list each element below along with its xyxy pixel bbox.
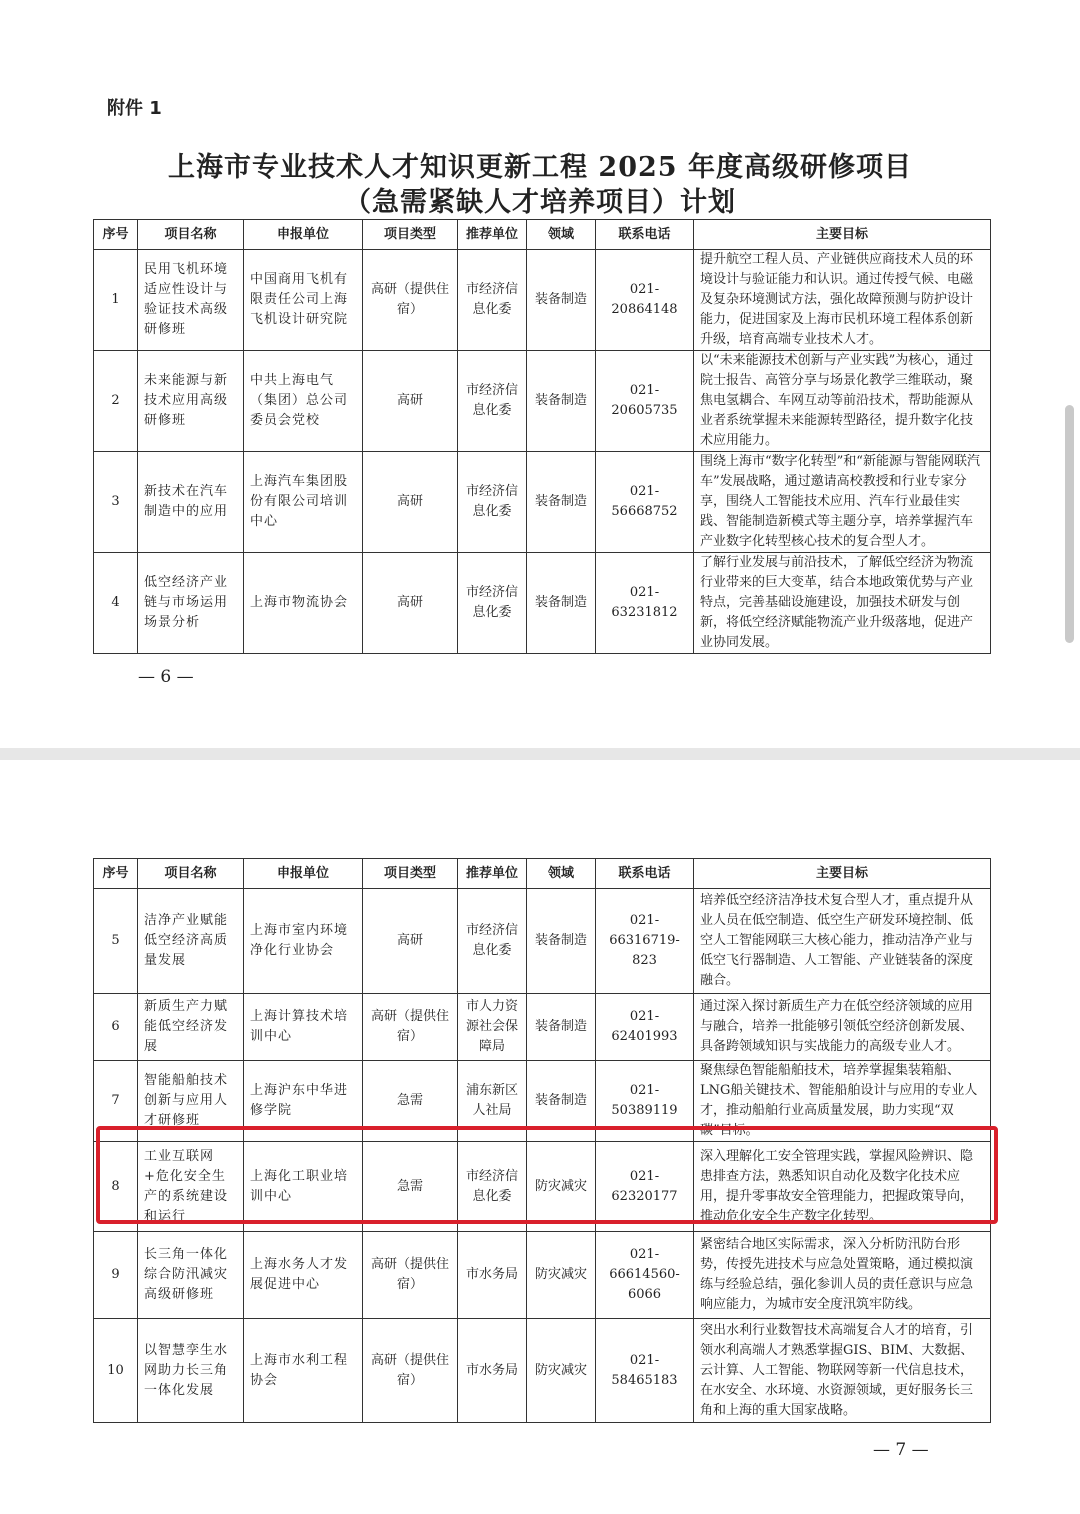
table-row <box>94 351 991 452</box>
applicant-unit-cell: 上海汽车集团股份有限公司培训中心 <box>244 452 363 553</box>
column-header: 项目名称 <box>138 220 244 250</box>
contact-phone-cell: 021-50389119 <box>596 1061 694 1142</box>
project-name-cell: 长三角一体化综合防汛减灾高级研修班 <box>138 1232 244 1319</box>
contact-phone-cell: 021-62320177 <box>596 1142 694 1232</box>
project-name-cell: 智能船舶技术创新与应用人才研修班 <box>138 1061 244 1142</box>
main-goal-cell: 紧密结合地区实际需求，深入分析防汛防台形势，传授先进技术与应急处置策略，通过模拟演练与经验总结，强化参训人员的责任意识与应急响应能力，为城市安全度汛筑牢防线。 <box>694 1232 991 1319</box>
column-header: 推荐单位 <box>458 859 527 889</box>
attachment-label: 附件 1 <box>107 98 162 119</box>
column-header: 项目类型 <box>363 220 458 250</box>
row-number-cell: 4 <box>94 553 138 654</box>
project-name-cell: 新技术在汽车制造中的应用 <box>138 452 244 553</box>
main-goal-cell: 提升航空工程人员、产业链供应商技术人员的环境设计与验证能力和认识。通过传授气候、电磁及复杂环境测试方法，强化故障预测与防护设计能力，促进国家及上海市民机环境工程体系创新升级，培育高端专业技术人才。 <box>694 250 991 351</box>
applicant-unit-cell: 上海化工职业培训中心 <box>244 1142 363 1232</box>
field-cell: 装备制造 <box>527 250 596 351</box>
recommending-unit-cell: 市经济信息化委 <box>458 1142 527 1232</box>
row-number-cell: 6 <box>94 994 138 1061</box>
row-number-cell: 7 <box>94 1061 138 1142</box>
column-header: 项目类型 <box>363 859 458 889</box>
project-name-cell: 洁净产业赋能低空经济高质量发展 <box>138 889 244 994</box>
main-goal-cell: 围绕上海市“数字化转型”和“新能源与智能网联汽车”发展战略，通过邀请高校教授和行业专家分享，围绕人工智能技术应用、汽车行业最佳实践、智能制造新模式等主题分享，培养掌握汽车产业数字化转型核心技术的复合型人才。 <box>694 452 991 553</box>
applicant-unit-cell: 上海市物流协会 <box>244 553 363 654</box>
main-goal-cell: 通过深入探讨新质生产力在低空经济领域的应用与融合，培养一批能够引领低空经济创新发展、具备跨领域知识与实战能力的高级专业人才。 <box>694 994 991 1061</box>
column-header: 联系电话 <box>596 220 694 250</box>
field-cell: 防灾减灾 <box>527 1319 596 1423</box>
field-cell: 装备制造 <box>527 452 596 553</box>
column-header: 主要目标 <box>694 220 991 250</box>
applicant-unit-cell: 上海计算技术培训中心 <box>244 994 363 1061</box>
project-type-cell: 高研（提供住宿） <box>363 1319 458 1423</box>
recommending-unit-cell: 市经济信息化委 <box>458 351 527 452</box>
column-header: 序号 <box>94 220 138 250</box>
applicant-unit-cell: 中共上海电气（集团）总公司委员会党校 <box>244 351 363 452</box>
row-number-cell: 3 <box>94 452 138 553</box>
project-type-cell: 高研 <box>363 889 458 994</box>
column-header: 主要目标 <box>694 859 991 889</box>
project-type-cell: 高研 <box>363 553 458 654</box>
project-type-cell: 高研（提供住宿） <box>363 994 458 1061</box>
main-goal-cell: 了解行业发展与前沿技术，了解低空经济为物流行业带来的巨大变革，结合本地政策优势与产业特点，完善基础设施建设，加强技术研发与创新，将低空经济赋能物流产业升级落地，促进产业协同发展。 <box>694 553 991 654</box>
row-number-cell: 10 <box>94 1319 138 1423</box>
table-row <box>94 553 991 654</box>
main-goal-cell: 突出水利行业数智技术高端复合人才的培育，引领水利高端人才熟悉掌握GIS、BIM、大数据、云计算、人工智能、物联网等新一代信息技术，在水安全、水环境、水资源领域，更好服务长三角和上海的重大国家战略。 <box>694 1319 991 1423</box>
recommending-unit-cell: 市经济信息化委 <box>458 250 527 351</box>
recommending-unit-cell: 浦东新区人社局 <box>458 1061 527 1142</box>
main-goal-cell: 培养低空经济洁净技术复合型人才，重点提升从业人员在低空制造、低空生产研发环境控制、低空人工智能网联三大核心能力，推动洁净产业与低空飞行器制造、人工智能、产业链装备的深度融合。 <box>694 889 991 994</box>
column-header: 申报单位 <box>244 859 363 889</box>
project-type-cell: 高研（提供住宿） <box>363 1232 458 1319</box>
row-number-cell: 5 <box>94 889 138 994</box>
contact-phone-cell: 021-62401993 <box>596 994 694 1061</box>
applicant-unit-cell: 上海市水利工程协会 <box>244 1319 363 1423</box>
recommending-unit-cell: 市经济信息化委 <box>458 889 527 994</box>
table-row <box>94 452 991 553</box>
project-name-cell: 低空经济产业链与市场运用场景分析 <box>138 553 244 654</box>
recommending-unit-cell: 市经济信息化委 <box>458 553 527 654</box>
applicant-unit-cell: 上海沪东中华进修学院 <box>244 1061 363 1142</box>
row-number-cell: 1 <box>94 250 138 351</box>
table-row <box>94 889 991 994</box>
column-header: 申报单位 <box>244 220 363 250</box>
highlight-box-row-8 <box>96 1126 998 1224</box>
field-cell: 防灾减灾 <box>527 1142 596 1232</box>
row-number-cell: 2 <box>94 351 138 452</box>
applicant-unit-cell: 上海市室内环境净化行业协会 <box>244 889 363 994</box>
document-subtitle: （急需紧缺人才培养项目）计划 <box>344 187 736 218</box>
field-cell: 防灾减灾 <box>527 1232 596 1319</box>
table-header-row <box>94 859 991 889</box>
project-name-cell: 以智慧孪生水网助力长三角一体化发展 <box>138 1319 244 1423</box>
scrollbar-thumb[interactable] <box>1065 405 1074 643</box>
page-number: — 6 — <box>138 667 194 687</box>
document-title: 上海市专业技术人才知识更新工程 2025 年度高级研修项目 <box>168 152 912 183</box>
contact-phone-cell: 021-58465183 <box>596 1319 694 1423</box>
project-name-cell: 新质生产力赋能低空经济发展 <box>138 994 244 1061</box>
column-header: 推荐单位 <box>458 220 527 250</box>
project-table-page-6 <box>93 219 991 654</box>
table-row <box>94 994 991 1061</box>
applicant-unit-cell: 上海水务人才发展促进中心 <box>244 1232 363 1319</box>
page-separator <box>0 748 1080 760</box>
contact-phone-cell: 021-63231812 <box>596 553 694 654</box>
field-cell: 装备制造 <box>527 351 596 452</box>
document-page-6 <box>0 0 1080 748</box>
page-number: — 7 — <box>873 1440 929 1460</box>
table-row <box>94 1319 991 1423</box>
contact-phone-cell: 021-66614560-6066 <box>596 1232 694 1319</box>
row-number-cell: 9 <box>94 1232 138 1319</box>
contact-phone-cell: 021-20864148 <box>596 250 694 351</box>
recommending-unit-cell: 市经济信息化委 <box>458 452 527 553</box>
column-header: 项目名称 <box>138 859 244 889</box>
table-row <box>94 250 991 351</box>
project-type-cell: 高研 <box>363 351 458 452</box>
recommending-unit-cell: 市水务局 <box>458 1319 527 1423</box>
field-cell: 装备制造 <box>527 1061 596 1142</box>
main-goal-cell: 以“未来能源技术创新与产业实践”为核心，通过院士报告、高管分享与场景化教学三维联动，聚焦电氢耦合、车网互动等前沿技术，帮助能源从业者系统掌握未来能源转型路径，提升数字化技术应用能力。 <box>694 351 991 452</box>
column-header: 序号 <box>94 859 138 889</box>
recommending-unit-cell: 市水务局 <box>458 1232 527 1319</box>
field-cell: 装备制造 <box>527 889 596 994</box>
project-name-cell: 工业互联网+危化安全生产的系统建设和运行 <box>138 1142 244 1232</box>
main-goal-cell: 深入理解化工安全管理实践，掌握风险辨识、隐患排查方法，熟悉知识自动化及数字化技术应用，提升零事故安全管理能力，把握政策导向，推动危化安全生产数字化转型。 <box>694 1142 991 1232</box>
project-type-cell: 高研 <box>363 452 458 553</box>
main-goal-cell: 聚焦绿色智能船舶技术，培养掌握集装箱船、LNG船关键技术、智能船舶设计与应用的专业人才，推动船舶行业高质量发展，助力实现“双碳”目标。 <box>694 1061 991 1142</box>
contact-phone-cell: 021-66316719-823 <box>596 889 694 994</box>
contact-phone-cell: 021-20605735 <box>596 351 694 452</box>
contact-phone-cell: 021-56668752 <box>596 452 694 553</box>
field-cell: 装备制造 <box>527 553 596 654</box>
column-header: 联系电话 <box>596 859 694 889</box>
column-header: 领域 <box>527 220 596 250</box>
project-name-cell: 未来能源与新技术应用高级研修班 <box>138 351 244 452</box>
table-row <box>94 1232 991 1319</box>
column-header: 领域 <box>527 859 596 889</box>
project-type-cell: 高研（提供住宿） <box>363 250 458 351</box>
table-header-row <box>94 220 991 250</box>
project-type-cell: 急需 <box>363 1061 458 1142</box>
recommending-unit-cell: 市人力资源社会保障局 <box>458 994 527 1061</box>
applicant-unit-cell: 中国商用飞机有限责任公司上海飞机设计研究院 <box>244 250 363 351</box>
row-number-cell: 8 <box>94 1142 138 1232</box>
project-type-cell: 急需 <box>363 1142 458 1232</box>
project-name-cell: 民用飞机环境适应性设计与验证技术高级研修班 <box>138 250 244 351</box>
field-cell: 装备制造 <box>527 994 596 1061</box>
